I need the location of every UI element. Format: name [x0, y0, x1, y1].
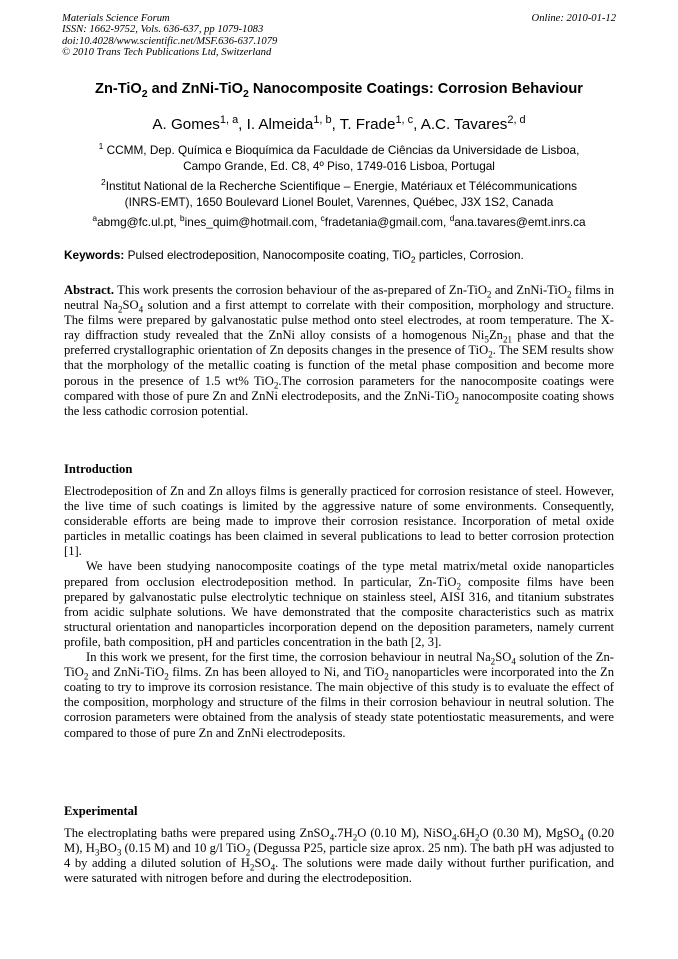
paragraph-text: solution of the Zn-TiO	[64, 650, 614, 680]
author-name: A. Gomes	[152, 116, 220, 133]
abstract-text: solution and a first attempt to correlate with their composition, morphology and structure. The films were prepared by galvanostatic pulse method onto steel electrodes, at room temperature. The X-ray diffraction study revealed that the ZnNi alloy consists of a homogenous Ni	[64, 298, 614, 343]
author-emails	[40, 214, 638, 230]
subscript: 4	[579, 832, 584, 843]
journal-issn: ISSN: 1662-9752, Vols. 636-637, pp 1079-1083	[62, 24, 264, 36]
subscript: 2	[384, 671, 389, 682]
title-text: Nanocomposite Coatings: Corrosion Behaviour	[248, 81, 583, 97]
subscript: 2	[567, 289, 572, 300]
title-subscript: 2	[243, 87, 249, 100]
subscript: 3	[116, 847, 122, 858]
affiliation-line: CCMM, Dep. Química e Bioquímica da Faculdade de Ciências da Universidade de Lisboa,	[103, 143, 580, 157]
subscript: 4	[270, 862, 276, 873]
author-affiliation-mark: 1, a	[219, 113, 239, 126]
paragraph-text: In this work we present, for the first time, the corrosion behaviour in neutral Na	[86, 650, 491, 665]
paper-title	[40, 81, 638, 100]
paragraph	[64, 826, 614, 886]
subscript: 4	[511, 656, 516, 667]
paragraph	[64, 650, 614, 741]
abstract	[64, 283, 614, 419]
paragraph-text: .6H	[456, 826, 476, 840]
author-name: T. Frade	[339, 116, 396, 133]
subscript: 2	[245, 847, 251, 858]
paragraph: Electrodeposition of Zn and Zn alloys films is generally practiced for corrosion resistance of steel. However, the live time of such coatings is limited by the aggressive nature of some environments. Consequently, considerable efforts are being made to improve their corrosion resistance. Incorporation of metal oxide particles in metallic coatings has been claimed in several publications to lead to better corrosion protection [1].	[64, 484, 614, 559]
author-affiliation-mark: 1, b	[313, 113, 332, 126]
subscript: 2	[352, 832, 358, 843]
affiliation-1	[40, 142, 638, 174]
email-address: fradetania@gmail.com,	[324, 215, 450, 229]
author-affiliation-mark: 1, c	[395, 113, 414, 126]
paragraph-text: We have been studying nanocomposite coatings of the type metal matrix/metal oxide nanoparticles prepared from occlusion electrodeposition method. In particular, Zn-TiO	[64, 559, 614, 589]
title-subscript: 2	[141, 87, 148, 100]
journal-copyright: © 2010 Trans Tech Publications Ltd, Switzerland	[62, 47, 272, 59]
abstract-text: . The SEM results show that the morphology of the metallic coating is function of the metal phase composition and become more porous in the presence of 1.5 wt% TiO	[64, 343, 614, 388]
affiliation-line: (INRS-EMT), 1650 Boulevard Lionel Boulet, Varennes, Québec, J3X 1S2, Canada	[124, 195, 554, 209]
paragraph-text: (Degussa P25, particle size aprox. 25 nm). The bath pH was adjusted to 4 by adding a diluted solution of H	[64, 841, 614, 871]
title-text: Zn-TiO	[95, 81, 142, 97]
abstract-label: Abstract.	[64, 283, 115, 297]
email-address: ana.tavares@emt.inrs.ca	[454, 215, 586, 229]
paragraph-text: SO	[254, 856, 271, 871]
paragraph-text: O (0.30 M), MgSO	[479, 826, 580, 840]
affiliation-line: Campo Grande, Ed. C8, 4º Piso, 1749-016 Lisboa, Portugal	[183, 159, 495, 173]
journal-doi: doi:10.4028/www.scientific.net/MSF.636-637.1079	[62, 35, 278, 47]
email-mark: d	[449, 213, 455, 224]
introduction-body	[64, 484, 614, 741]
paragraph-text: films. Zn has been alloyed to Ni, and TiO	[168, 665, 385, 680]
subscript: 2	[488, 349, 493, 360]
paragraph-text: (0.15 M) and 10 g/l TiO	[121, 841, 246, 856]
paragraph-text: O (0.10 M), NiSO	[357, 826, 452, 840]
email-mark: c	[320, 213, 325, 224]
author-name: A.C. Tavares	[420, 116, 508, 133]
abstract-text: SO	[122, 298, 139, 313]
paragraph	[64, 559, 614, 650]
title-text: and ZnNi-TiO	[147, 81, 244, 97]
subscript: 2	[454, 395, 459, 406]
abstract-text: films in neutral Na	[64, 283, 614, 313]
subscript: 21	[502, 334, 513, 345]
subscript: 2	[273, 380, 279, 391]
journal-name: Materials Science Forum	[62, 13, 170, 24]
subscript: 5	[484, 334, 489, 345]
affiliation-2	[40, 178, 638, 210]
keywords	[64, 248, 624, 265]
subscript: 2	[249, 862, 255, 873]
email-address: ines_quim@hotmail.com,	[184, 215, 321, 229]
subscript: 2	[83, 671, 89, 682]
author-affiliation-mark: 2, d	[507, 113, 526, 126]
email-address: abmg@fc.ul.pt,	[97, 215, 180, 229]
abstract-text: nanocomposite coating shows the less cathodic corrosion potential.	[64, 388, 614, 418]
subscript: 2	[164, 671, 169, 682]
abstract-text: and ZnNi-TiO	[491, 283, 568, 297]
keywords-label: Keywords:	[64, 248, 125, 262]
experimental-body	[64, 826, 614, 886]
abstract-text: Zn	[488, 328, 503, 343]
subscript: 2	[475, 832, 480, 843]
paragraph-text: nanoparticles were incorporated into the Zn coating to try to improve its corrosion resistance. The main objective of this study is to evaluate the effect of the composition, morphology and structure of the films in their corrosion behaviour in neutral solution. The corrosion parameters were obtained from the analysis of steady state potentiostatic measurements, and were compared to those of pure Zn and ZnNi electrodeposits.	[64, 665, 614, 740]
author-name: I. Almeida	[246, 116, 314, 133]
paragraph-text: The electroplating baths were prepared using ZnSO	[64, 826, 330, 840]
author-list: A. Gomes$^{1, a}$, I. Almeida$^{1, b}$, T. Frade$^{1, c}$, A.C. Tavares$^{2, d}$	[152, 113, 526, 133]
subscript: 3	[94, 847, 100, 858]
paragraph-text: . The solutions were made daily without further purification, and were saturated with nitrogen before and during the electrodeposition.	[64, 856, 614, 886]
keywords-subscript: 2	[410, 254, 416, 265]
paragraph-text: BO	[99, 841, 117, 856]
keywords-text: Pulsed electrodeposition, Nanocomposite coating, TiO	[124, 248, 411, 262]
affiliation-mark: 2	[101, 177, 106, 188]
paragraph-text: composite films have been prepared by galvanostatic pulse electrolytic technique on stainless steel, AISI 316, and titanium substrates from acidic sulphate solutions. We have demonstrated that the composite characteristics such as matrix structural orientation and nanoparticles incorporation depend on the deposition parameters, namely current profile, bath composition, pH and particles concentration in the bath [2, 3].	[64, 574, 614, 649]
subscript: 2	[486, 289, 492, 300]
subscript: 2	[118, 304, 123, 315]
abstract-text: phase and that the preferred crystallographic orientation of Zn deposits changes in the presence of TiO	[64, 328, 614, 358]
email-mark: b	[179, 213, 185, 224]
subscript: 2	[456, 581, 462, 592]
subscript: 2	[490, 656, 496, 667]
online-date: Online: 2010-01-12	[531, 13, 616, 24]
journal-header	[62, 13, 616, 59]
email-mark: a	[92, 213, 98, 224]
abstract-text: .The corrosion parameters for the nanocomposite coatings were compared with those of pure Zn and ZnNi electrodeposits, and the ZnNi-TiO	[64, 373, 614, 403]
introduction-heading: Introduction	[64, 462, 133, 476]
subscript: 4	[138, 304, 144, 315]
keywords-text: particles, Corrosion.	[415, 248, 524, 262]
paragraph-text: (0.20 M), H	[64, 826, 614, 856]
paragraph-text: SO	[495, 650, 512, 665]
subscript: 4	[451, 832, 457, 843]
experimental-heading: Experimental	[64, 804, 138, 818]
affiliation-mark: 1	[98, 141, 104, 152]
abstract-text: This work presents the corrosion behaviour of the as-prepared of Zn-TiO	[114, 283, 487, 297]
subscript: 4	[329, 832, 335, 843]
paragraph-text: and ZnNi-TiO	[88, 665, 165, 680]
paragraph-text: .7H	[334, 826, 353, 840]
affiliation-line: Institut National de la Recherche Scientifique – Energie, Matériaux et Télécommunications	[105, 179, 577, 193]
